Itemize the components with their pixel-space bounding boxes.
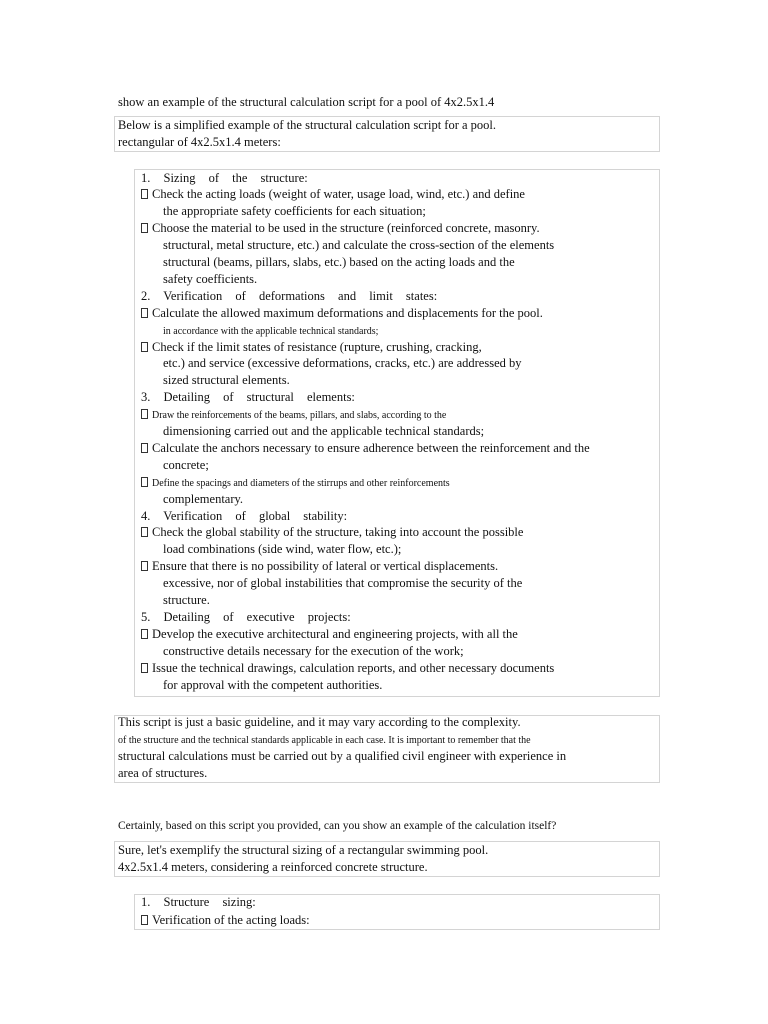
list-item-text: constructive details necessary for the execution of the work; [163, 643, 464, 658]
list-item-continuation [163, 643, 464, 660]
list-item-text: Calculate the allowed maximum deformations and displacements for the pool. [152, 305, 543, 320]
list-heading [141, 389, 355, 406]
list-item-text: Check the acting loads (weight of water, usage load, wind, etc.) and define [152, 187, 525, 202]
list-item-text: safety coefficients. [163, 271, 258, 286]
list-item [141, 912, 310, 929]
list-item-text: structural, metal structure, etc.) and calculate the cross-section of the elements [163, 238, 555, 253]
list-item [141, 474, 450, 492]
list-item-continuation [163, 575, 522, 592]
list-item-text: Ensure that there is no possibility of lateral or vertical displacements. [152, 559, 499, 574]
list-item-text: Draw the reinforcements of the beams, pillars, and slabs, according to the [152, 410, 447, 422]
list-item-text: Verification of the acting loads: [152, 912, 310, 927]
question-2: Certainly, based on this script you provided, can you show an example of the calculation itself? [118, 820, 557, 832]
note-line: structural calculations must be carried out by a qualified civil engineer with experience in [118, 749, 567, 763]
missing-glyph-icon [141, 342, 148, 352]
list-item-text: in accordance with the applicable technical standards; [163, 325, 379, 337]
list-item [141, 186, 525, 203]
list-item-text: Calculate the anchors necessary to ensure adherence between the reinforcement and the [152, 440, 590, 455]
list-item-text: for approval with the competent authorities. [163, 677, 383, 692]
list-item [141, 558, 498, 575]
list-heading [141, 894, 256, 911]
missing-glyph-icon [141, 561, 148, 571]
list-heading [141, 609, 351, 626]
list-item-text: dimensioning carried out and the applicable technical standards; [163, 424, 485, 438]
question-1: show an example of the structural calculation script for a pool of 4x2.5x1.4 [118, 95, 495, 109]
missing-glyph-icon [141, 223, 148, 233]
list-item-text: structure. [163, 593, 210, 607]
list-item-text: 4. Verification of global stability: [141, 508, 348, 523]
list-item-text: etc.) and service (excessive deformations, cracks, etc.) are addressed by [163, 356, 522, 371]
missing-glyph-icon [141, 663, 148, 673]
list-item-continuation [163, 491, 243, 508]
list-item-continuation [163, 322, 378, 340]
list-item-text: 1. Sizing of the structure: [141, 170, 308, 185]
list-item-continuation [163, 457, 209, 474]
answer-2-intro-line-2: 4x2.5x1.4 meters, considering a reinforced concrete structure. [118, 860, 428, 874]
list-item-text: 2. Verification of deformations and limit states: [141, 288, 438, 303]
list-item-text: excessive, nor of global instabilities that compromise the security of the [163, 576, 523, 591]
missing-glyph-icon [141, 915, 148, 925]
missing-glyph-icon [141, 527, 148, 537]
list-heading [141, 288, 437, 305]
list-item-text: 1. Structure sizing: [141, 895, 256, 909]
list-item-text: concrete; [163, 457, 209, 472]
list-item-continuation [163, 423, 484, 440]
note-line: area of structures. [118, 766, 208, 780]
list-item-continuation [163, 237, 554, 254]
answer-1-intro-line-1: Below is a simplified example of the structural calculation script for a pool. [118, 118, 497, 132]
list-item-text: Issue the technical drawings, calculation reports, and other necessary documents [152, 660, 555, 675]
list-item-text: Choose the material to be used in the structure (reinforced concrete, masonry. [152, 221, 540, 236]
list-item [141, 305, 543, 322]
list-item-text: load combinations (side wind, water flow, etc.); [163, 542, 402, 557]
list-heading [141, 170, 308, 187]
list-item-text: 5. Detailing of executive projects: [141, 609, 351, 624]
list-item-continuation [163, 592, 210, 609]
list-item [141, 524, 523, 541]
list-item [141, 440, 590, 457]
note-line: of the structure and the technical standards applicable in each case. It is important to remember that the [118, 735, 531, 746]
missing-glyph-icon [141, 189, 148, 199]
list-item-continuation [163, 541, 401, 558]
list-item-text: sized structural elements. [163, 373, 290, 388]
list-item-continuation [163, 203, 426, 220]
missing-glyph-icon [141, 629, 148, 639]
list-item-continuation [163, 254, 515, 271]
list-item [141, 660, 554, 677]
list-item-continuation [163, 372, 290, 389]
list-item-text: Develop the executive architectural and engineering projects, with all the [152, 626, 518, 641]
list-item [141, 220, 540, 237]
list-item-continuation [163, 677, 382, 694]
list-item-text: 3. Detailing of structural elements: [141, 390, 355, 405]
answer-2-intro-line-1: Sure, let's exemplify the structural sizing of a rectangular swimming pool. [118, 843, 489, 857]
missing-glyph-icon [141, 477, 148, 487]
list-heading [141, 508, 347, 525]
list-item-text: Check if the limit states of resistance (rupture, crushing, cracking, [152, 339, 482, 354]
missing-glyph-icon [141, 443, 148, 453]
list-item [141, 626, 518, 643]
answer-1-intro-line-2: rectangular of 4x2.5x1.4 meters: [118, 135, 281, 149]
missing-glyph-icon [141, 409, 148, 419]
list-item-continuation [163, 271, 257, 288]
list-item-text: the appropriate safety coefficients for each situation; [163, 204, 426, 219]
missing-glyph-icon [141, 308, 148, 318]
list-item-text: structural (beams, pillars, slabs, etc.) based on the acting loads and the [163, 255, 515, 269]
list-item-text: Check the global stability of the structure, taking into account the possible [152, 525, 524, 540]
list-item-text: Define the spacings and diameters of the stirrups and other reinforcements [152, 477, 450, 489]
list-item [141, 339, 482, 356]
list-item-text: complementary. [163, 491, 244, 506]
list-item [141, 406, 446, 424]
list-item-continuation [163, 355, 522, 372]
note-line: This script is just a basic guideline, and it may vary according to the complexity. [118, 715, 521, 729]
